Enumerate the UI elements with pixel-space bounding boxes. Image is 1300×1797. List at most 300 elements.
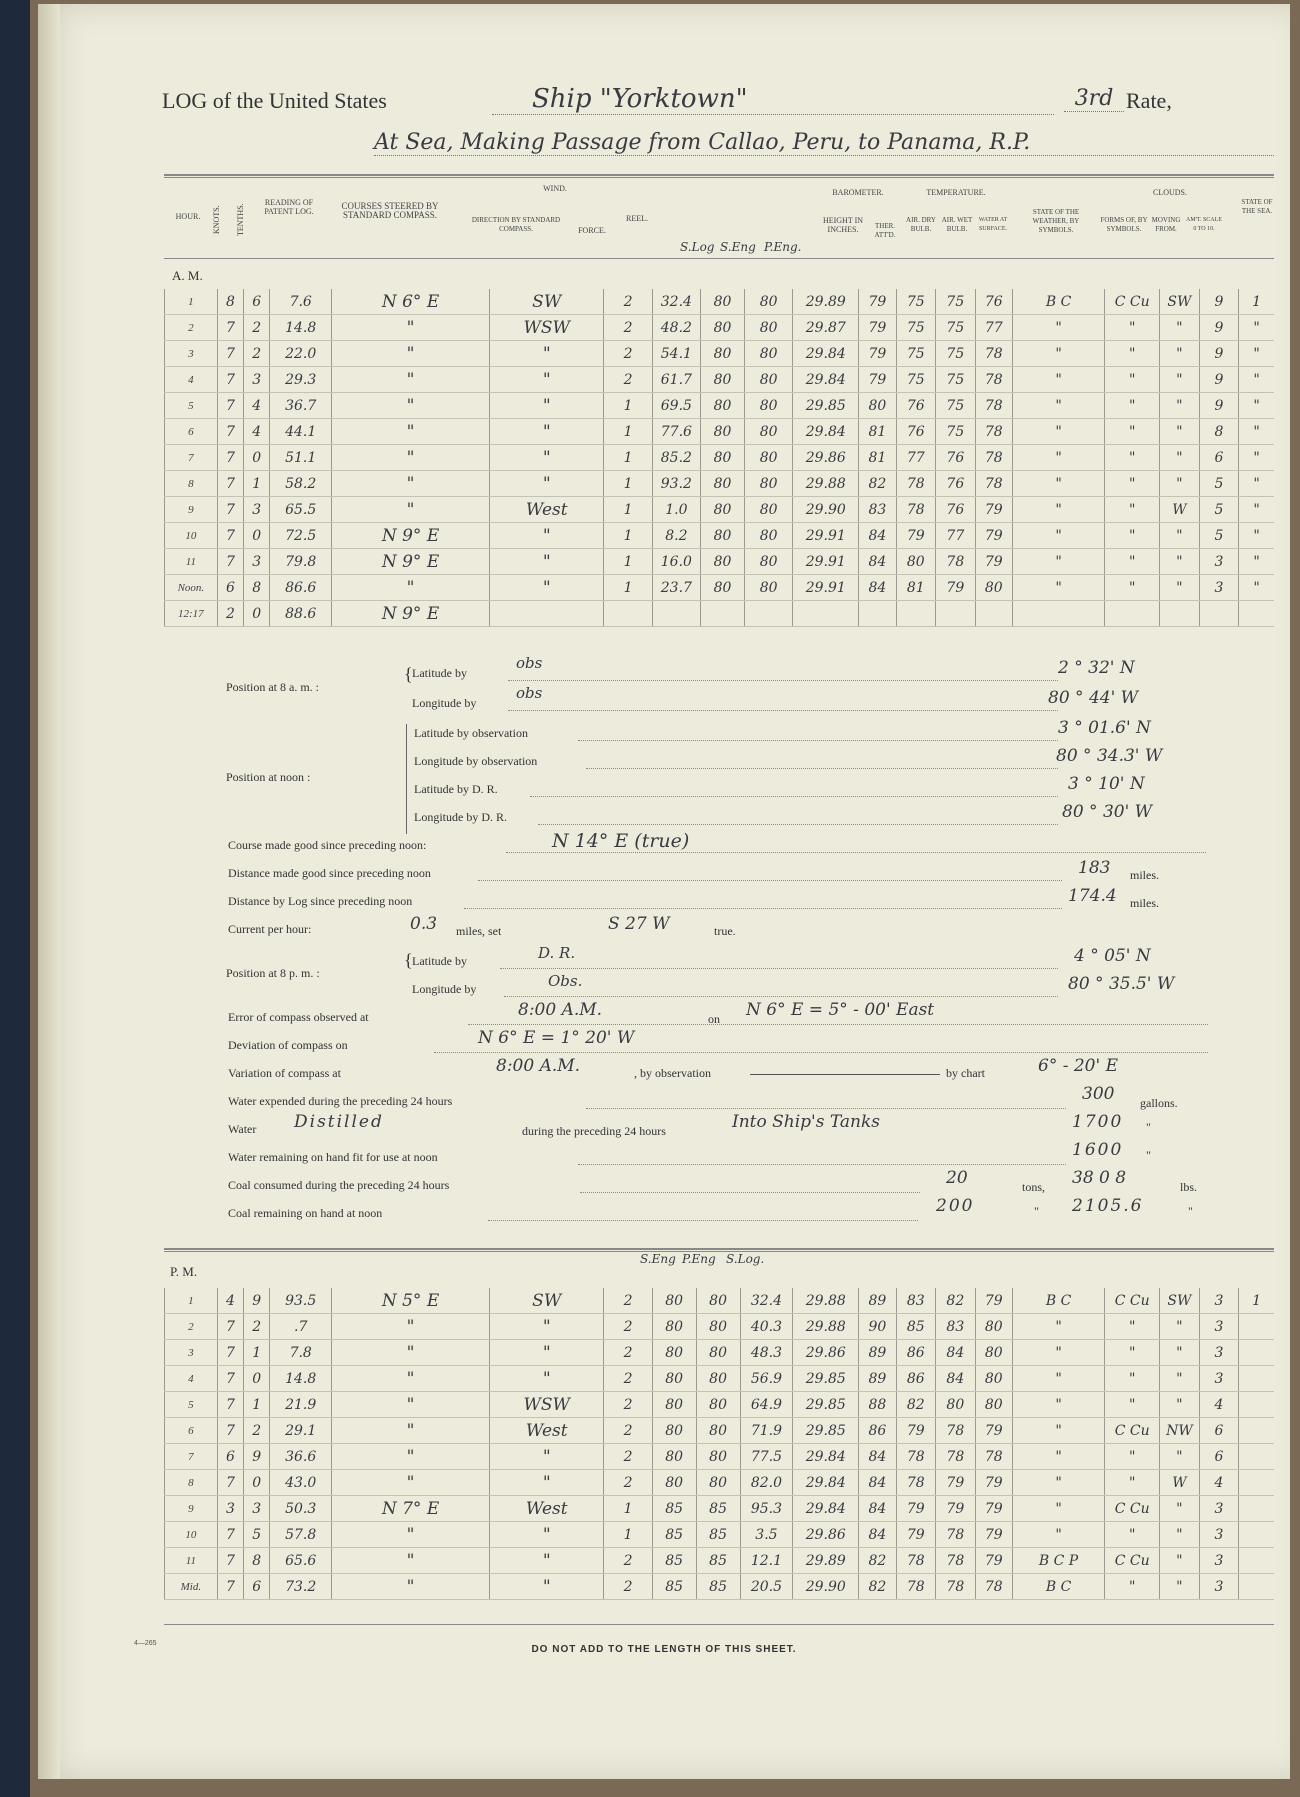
pm-cell-course: " — [331, 1418, 489, 1444]
pm-cell-course: " — [331, 1392, 489, 1418]
am-cell-baro: 29.91 — [793, 523, 859, 549]
am-cell-course: N 9° E — [331, 549, 489, 575]
am-row — [165, 315, 1275, 341]
am-cell-log: 58.2 — [270, 471, 332, 497]
pm-cell-wind_dir: West — [490, 1496, 604, 1522]
pm-cell-forms: " — [1105, 1574, 1160, 1600]
dots-2 — [508, 710, 1058, 711]
error-value: N 6° E = 5° - 00' East — [746, 1000, 935, 1020]
am-cell-water: 78 — [975, 341, 1012, 367]
am-cell-wet: 75 — [936, 315, 976, 341]
am-cell-moving: SW — [1160, 289, 1200, 315]
am-cell-weather: " — [1012, 393, 1104, 419]
am-cell-forms: " — [1105, 315, 1160, 341]
am-cell-dry: 76 — [896, 419, 936, 445]
am-cell-dry: 79 — [896, 523, 936, 549]
pm-cell-dry: 82 — [896, 1392, 936, 1418]
pm-cell-forms: " — [1105, 1314, 1160, 1340]
pm-cell-r3: 32.4 — [740, 1288, 793, 1314]
miles-set-label: miles, set — [456, 924, 502, 938]
lat-by-method: obs — [516, 654, 543, 672]
am-cell-r3: 80 — [744, 289, 792, 315]
current-set-value: S 27 W — [608, 914, 670, 934]
am-cell-hour: 4 — [165, 367, 218, 393]
pm-cell-forms: " — [1105, 1522, 1160, 1548]
pm-cell-course: " — [331, 1314, 489, 1340]
dots-11 — [504, 996, 1058, 997]
pm-cell-wind_dir: " — [490, 1548, 604, 1574]
pm-cell-weather: B C — [1012, 1574, 1104, 1600]
pm-cell-sea — [1239, 1522, 1274, 1548]
pm-cell-baro: 29.84 — [793, 1470, 859, 1496]
pm-cell-dry: 85 — [896, 1314, 936, 1340]
pm-cell-moving: " — [1160, 1366, 1200, 1392]
am-cell-moving: " — [1160, 471, 1200, 497]
pm-cell-weather: " — [1012, 1314, 1104, 1340]
pm-cell-wind_dir: " — [490, 1314, 604, 1340]
am-cell-dry: 78 — [896, 497, 936, 523]
pm-row — [165, 1574, 1275, 1600]
pm-cell-wet: 80 — [936, 1392, 976, 1418]
am-cell-tenths: 3 — [244, 497, 270, 523]
reel-sub-seng: S.Eng — [720, 240, 756, 254]
am-cell-dry: 75 — [896, 341, 936, 367]
pm-cell-tenths: 8 — [244, 1548, 270, 1574]
am-cell-water: 78 — [975, 393, 1012, 419]
pm-sub-slog: S.Log. — [726, 1252, 765, 1266]
lon-obs-value: 80 ° 34.3' W — [1056, 746, 1163, 766]
am-cell-baro: 29.91 — [793, 575, 859, 601]
am-cell-moving — [1160, 601, 1200, 627]
am-cell-dry: 80 — [896, 549, 936, 575]
brace-8am: { — [404, 664, 413, 684]
am-cell-water: 78 — [975, 419, 1012, 445]
pm-cell-forms: " — [1105, 1392, 1160, 1418]
am-cell-amt — [1199, 601, 1239, 627]
am-cell-r1: 77.6 — [652, 419, 700, 445]
am-cell-r3: 80 — [744, 445, 792, 471]
pm-row — [165, 1366, 1275, 1392]
pm-cell-weather: B C P — [1012, 1548, 1104, 1574]
am-cell-r3: 80 — [744, 315, 792, 341]
am-cell-weather: " — [1012, 341, 1104, 367]
am-cell-wet — [936, 601, 976, 627]
dist-log-label: Distance by Log since preceding noon — [228, 894, 413, 908]
dots-14 — [586, 1108, 1066, 1109]
pm-cell-force: 2 — [604, 1314, 652, 1340]
am-cell-log: 36.7 — [270, 393, 332, 419]
am-cell-forms: " — [1105, 341, 1160, 367]
am-cell-forms: " — [1105, 575, 1160, 601]
am-cell-r2: 80 — [701, 497, 745, 523]
pm-cell-moving: " — [1160, 1522, 1200, 1548]
pm-cell-wet: 84 — [936, 1340, 976, 1366]
am-cell-knots: 8 — [217, 289, 243, 315]
ditto-4: " — [1188, 1204, 1193, 1218]
col-weather-header: STATE OF THE WEATHER, BY SYMBOLS. — [1032, 208, 1080, 234]
am-cell-forms: " — [1105, 497, 1160, 523]
pm-label: P. M. — [170, 1264, 198, 1279]
pm-cell-weather: " — [1012, 1366, 1104, 1392]
pm-cell-sea — [1239, 1366, 1274, 1392]
pm-cell-dry: 78 — [896, 1574, 936, 1600]
pm-cell-log: 43.0 — [270, 1470, 332, 1496]
am-cell-dry: 77 — [896, 445, 936, 471]
am-cell-sea: " — [1239, 445, 1274, 471]
am-cell-forms: " — [1105, 367, 1160, 393]
pm-cell-weather: " — [1012, 1522, 1104, 1548]
am-cell-wind_dir: " — [490, 445, 604, 471]
am-cell-baro: 29.84 — [793, 341, 859, 367]
am-cell-water — [975, 601, 1012, 627]
pm-cell-tenths: 9 — [244, 1288, 270, 1314]
am-cell-sea: " — [1239, 393, 1274, 419]
am-cell-ther: 79 — [859, 315, 896, 341]
pm-cell-ther: 84 — [859, 1522, 896, 1548]
am-cell-r3 — [744, 601, 792, 627]
lat-8pm-value: 4 ° 05' N — [1074, 946, 1151, 966]
pm-cell-ther: 89 — [859, 1288, 896, 1314]
pos-noon-label: Position at noon : — [226, 770, 311, 784]
pm-cell-log: 36.6 — [270, 1444, 332, 1470]
on-label: on — [708, 1012, 720, 1026]
am-cell-wet: 79 — [936, 575, 976, 601]
am-cell-tenths: 4 — [244, 393, 270, 419]
am-cell-forms: " — [1105, 523, 1160, 549]
lon-by-method: obs — [516, 684, 543, 702]
pm-cell-sea — [1239, 1418, 1274, 1444]
am-cell-moving: " — [1160, 523, 1200, 549]
am-cell-wet: 76 — [936, 471, 976, 497]
am-cell-amt: 5 — [1199, 471, 1239, 497]
am-cell-ther: 84 — [859, 549, 896, 575]
water-dist-value: 1700 — [1072, 1112, 1124, 1132]
am-cell-r2: 80 — [701, 419, 745, 445]
pm-cell-ther: 84 — [859, 1444, 896, 1470]
pm-cell-log: .7 — [270, 1314, 332, 1340]
pm-cell-ther: 84 — [859, 1496, 896, 1522]
variation-time: 8:00 A.M. — [496, 1056, 581, 1076]
pm-cell-ther: 89 — [859, 1366, 896, 1392]
col-temperature-header: TEMPERATURE. — [926, 188, 986, 197]
pm-cell-course: " — [331, 1366, 489, 1392]
pm-cell-ther: 82 — [859, 1548, 896, 1574]
col-air-dry-header: AIR. DRY BULB. — [906, 216, 936, 233]
ship-location: At Sea, Making Passage from Callao, Peru, to Panama, R.P. — [374, 130, 1274, 156]
by-obs-label: , by observation — [634, 1066, 711, 1080]
am-cell-wind_dir: " — [490, 523, 604, 549]
col-clouds-header: CLOUDS. — [1152, 188, 1187, 197]
am-cell-course: " — [331, 575, 489, 601]
pm-cell-wind_dir: West — [490, 1418, 604, 1444]
am-cell-r3: 80 — [744, 575, 792, 601]
pm-cell-log: 21.9 — [270, 1392, 332, 1418]
lat-8am-value: 2 ° 32' N — [1058, 658, 1135, 678]
col-courses-header: COURSES STEERED BY STANDARD COMPASS. — [341, 201, 439, 220]
pm-cell-hour: 2 — [165, 1314, 218, 1340]
pm-cell-water: 80 — [975, 1340, 1012, 1366]
pm-cell-baro: 29.85 — [793, 1418, 859, 1444]
pm-cell-forms: " — [1105, 1340, 1160, 1366]
am-cell-log: 44.1 — [270, 419, 332, 445]
pm-cell-tenths: 5 — [244, 1522, 270, 1548]
pm-cell-amt: 3 — [1199, 1288, 1239, 1314]
pm-cell-water: 78 — [975, 1574, 1012, 1600]
am-cell-wind_dir: SW — [490, 289, 604, 315]
col-ther-att-header: THER. ATT'D. — [874, 222, 896, 239]
pm-cell-r3: 82.0 — [740, 1470, 793, 1496]
am-cell-r3: 80 — [744, 393, 792, 419]
pm-cell-amt: 3 — [1199, 1522, 1239, 1548]
am-cell-wind_dir: " — [490, 341, 604, 367]
pm-cell-force: 2 — [604, 1288, 652, 1314]
am-cell-baro — [793, 601, 859, 627]
am-cell-amt: 6 — [1199, 445, 1239, 471]
am-cell-weather: " — [1012, 523, 1104, 549]
dist-good-label: Distance made good since preceding noon — [228, 866, 431, 880]
coal-tons-value: 20 — [946, 1168, 968, 1188]
am-cell-force: 2 — [604, 315, 652, 341]
am-cell-r2: 80 — [701, 289, 745, 315]
am-row — [165, 445, 1275, 471]
am-row — [165, 393, 1275, 419]
pm-cell-r1: 80 — [652, 1288, 696, 1314]
pm-log-table — [164, 1288, 1274, 1600]
pm-cell-wet: 78 — [936, 1418, 976, 1444]
am-cell-sea: " — [1239, 523, 1274, 549]
form-number: 4—265 — [134, 1640, 157, 1647]
am-cell-wind_dir — [490, 601, 604, 627]
water-rem-value: 1600 — [1072, 1140, 1124, 1160]
pm-cell-r3: 95.3 — [740, 1496, 793, 1522]
pm-cell-wet: 79 — [936, 1470, 976, 1496]
footer-notice: DO NOT ADD TO THE LENGTH OF THIS SHEET. — [531, 1644, 797, 1655]
pm-cell-amt: 3 — [1199, 1548, 1239, 1574]
dots-13 — [434, 1052, 1208, 1053]
pm-row — [165, 1548, 1275, 1574]
pm-cell-wet: 78 — [936, 1444, 976, 1470]
pm-cell-baro: 29.85 — [793, 1366, 859, 1392]
col-barometer-header: BAROMETER. — [832, 188, 884, 197]
am-cell-ther: 83 — [859, 497, 896, 523]
pm-cell-baro: 29.86 — [793, 1522, 859, 1548]
am-cell-log: 29.3 — [270, 367, 332, 393]
am-cell-r1: 32.4 — [652, 289, 700, 315]
pm-cell-tenths: 6 — [244, 1574, 270, 1600]
am-cell-amt: 3 — [1199, 575, 1239, 601]
col-patent-log-header: READING OF PATENT LOG. — [264, 198, 314, 216]
pm-row — [165, 1444, 1275, 1470]
am-cell-tenths: 8 — [244, 575, 270, 601]
pm-cell-baro: 29.88 — [793, 1288, 859, 1314]
am-cell-force: 1 — [604, 497, 652, 523]
pm-cell-weather: " — [1012, 1470, 1104, 1496]
lat-obs-label: Latitude by observation — [414, 726, 528, 740]
pm-cell-hour: 8 — [165, 1470, 218, 1496]
pm-cell-moving: " — [1160, 1548, 1200, 1574]
am-cell-baro: 29.88 — [793, 471, 859, 497]
am-cell-forms: " — [1105, 549, 1160, 575]
ditto-1: " — [1146, 1120, 1151, 1134]
am-cell-sea: " — [1239, 575, 1274, 601]
brace-8pm: { — [404, 950, 413, 970]
am-cell-amt: 5 — [1199, 523, 1239, 549]
am-cell-water: 79 — [975, 497, 1012, 523]
am-row — [165, 523, 1275, 549]
pm-cell-dry: 86 — [896, 1340, 936, 1366]
am-cell-baro: 29.90 — [793, 497, 859, 523]
am-cell-course: N 6° E — [331, 289, 489, 315]
am-cell-hour: 7 — [165, 445, 218, 471]
pos-8am-label: Position at 8 a. m. : — [226, 680, 319, 694]
am-cell-course: " — [331, 393, 489, 419]
am-cell-wet: 75 — [936, 289, 976, 315]
page-binding-edge — [38, 4, 60, 1779]
am-cell-baro: 29.87 — [793, 315, 859, 341]
pm-cell-amt: 3 — [1199, 1314, 1239, 1340]
header-rule — [164, 258, 1274, 259]
pm-cell-r3: 64.9 — [740, 1392, 793, 1418]
course-label: Course made good since preceding noon: — [228, 838, 427, 852]
pm-cell-knots: 7 — [217, 1548, 243, 1574]
pm-cell-baro: 29.84 — [793, 1444, 859, 1470]
am-cell-moving: " — [1160, 393, 1200, 419]
col-reel-header: REEL. — [626, 214, 648, 223]
am-cell-water: 78 — [975, 471, 1012, 497]
pm-cell-hour: 1 — [165, 1288, 218, 1314]
water-label: Water — [228, 1122, 257, 1136]
pm-cell-r1: 80 — [652, 1444, 696, 1470]
am-cell-r3: 80 — [744, 419, 792, 445]
reel-sub-slog: S.Log — [680, 240, 715, 254]
pm-cell-hour: 9 — [165, 1496, 218, 1522]
pm-cell-baro: 29.89 — [793, 1548, 859, 1574]
pm-cell-moving: " — [1160, 1444, 1200, 1470]
am-cell-force — [604, 601, 652, 627]
pm-cell-ther: 90 — [859, 1314, 896, 1340]
pm-row — [165, 1340, 1275, 1366]
lat-dr-label: Latitude by D. R. — [414, 782, 498, 796]
am-cell-moving: " — [1160, 419, 1200, 445]
pm-cell-amt: 3 — [1199, 1340, 1239, 1366]
am-cell-knots: 7 — [217, 367, 243, 393]
am-cell-wet: 76 — [936, 445, 976, 471]
pm-cell-weather: " — [1012, 1418, 1104, 1444]
pm-cell-amt: 3 — [1199, 1574, 1239, 1600]
deviation-label: Deviation of compass on — [228, 1038, 348, 1052]
pm-cell-hour: 4 — [165, 1366, 218, 1392]
tons-label: tons, — [1022, 1180, 1046, 1194]
pm-cell-force: 2 — [604, 1340, 652, 1366]
am-cell-r2: 80 — [701, 315, 745, 341]
dots-12 — [468, 1024, 1208, 1025]
am-cell-r1: 1.0 — [652, 497, 700, 523]
pm-cell-wet: 83 — [936, 1314, 976, 1340]
lat-dr-value: 3 ° 10' N — [1068, 774, 1145, 794]
pm-cell-course: " — [331, 1574, 489, 1600]
coal-rem-tons: 200 — [936, 1196, 975, 1216]
am-cell-amt: 9 — [1199, 289, 1239, 315]
dots-10 — [500, 968, 1058, 969]
pm-cell-r2: 80 — [696, 1314, 740, 1340]
pm-cell-hour: 7 — [165, 1444, 218, 1470]
pm-cell-hour: 11 — [165, 1548, 218, 1574]
coal-rem-label: Coal remaining on hand at noon — [228, 1206, 383, 1220]
pm-cell-r2: 80 — [696, 1444, 740, 1470]
am-cell-r2: 80 — [701, 367, 745, 393]
am-cell-sea: " — [1239, 341, 1274, 367]
pm-row — [165, 1418, 1275, 1444]
am-cell-r2: 80 — [701, 445, 745, 471]
pm-cell-tenths: 2 — [244, 1314, 270, 1340]
col-wind-header: WIND. — [543, 184, 567, 193]
am-cell-dry: 75 — [896, 315, 936, 341]
pm-cell-r3: 3.5 — [740, 1522, 793, 1548]
lon-dr-label: Longitude by D. R. — [414, 810, 507, 824]
pm-cell-tenths: 0 — [244, 1470, 270, 1496]
by-chart-label: by chart — [946, 1066, 985, 1080]
table-top-rule-2 — [164, 177, 1274, 178]
am-cell-weather: " — [1012, 549, 1104, 575]
pm-cell-water: 80 — [975, 1314, 1012, 1340]
lat-by-label: Latitude by — [412, 666, 467, 680]
am-cell-forms: " — [1105, 445, 1160, 471]
pm-cell-r2: 85 — [696, 1522, 740, 1548]
am-cell-dry: 78 — [896, 471, 936, 497]
pm-cell-r1: 80 — [652, 1392, 696, 1418]
lon-8pm-by-label: Longitude by — [412, 982, 477, 996]
pm-cell-tenths: 0 — [244, 1366, 270, 1392]
pm-cell-r1: 85 — [652, 1522, 696, 1548]
pm-cell-hour: 3 — [165, 1340, 218, 1366]
ditto-3: " — [1034, 1204, 1039, 1218]
am-cell-sea: " — [1239, 315, 1274, 341]
am-cell-course: " — [331, 445, 489, 471]
pm-cell-r3: 20.5 — [740, 1574, 793, 1600]
col-baro-height-header: HEIGHT IN INCHES. — [822, 216, 864, 234]
pm-cell-force: 2 — [604, 1392, 652, 1418]
am-cell-log: 22.0 — [270, 341, 332, 367]
col-cloud-forms-header: FORMS OF, BY SYMBOLS. — [1100, 216, 1148, 233]
current-value: 0.3 — [410, 914, 438, 934]
pm-row — [165, 1392, 1275, 1418]
am-row — [165, 497, 1275, 523]
am-cell-force: 1 — [604, 445, 652, 471]
am-cell-r3: 80 — [744, 497, 792, 523]
col-cloud-amt-header: AM'T. SCALE 0 TO 10. — [1186, 217, 1222, 232]
am-cell-course: N 9° E — [331, 601, 489, 627]
pm-cell-water: 79 — [975, 1470, 1012, 1496]
dots-4 — [586, 768, 1058, 769]
am-cell-wind_dir: " — [490, 471, 604, 497]
am-cell-tenths: 0 — [244, 445, 270, 471]
am-cell-log: 79.8 — [270, 549, 332, 575]
pm-cell-sea — [1239, 1496, 1274, 1522]
am-cell-r3: 80 — [744, 549, 792, 575]
am-cell-sea — [1239, 601, 1274, 627]
water-exp-label: Water expended during the preceding 24 hours — [228, 1094, 453, 1108]
pm-cell-water: 80 — [975, 1366, 1012, 1392]
pm-cell-r1: 80 — [652, 1340, 696, 1366]
lat-8pm-method: D. R. — [538, 944, 576, 962]
am-cell-ther: 84 — [859, 523, 896, 549]
pm-cell-wind_dir: " — [490, 1366, 604, 1392]
am-cell-tenths: 4 — [244, 419, 270, 445]
pm-cell-r3: 40.3 — [740, 1314, 793, 1340]
am-row — [165, 289, 1275, 315]
am-cell-course: " — [331, 497, 489, 523]
pm-cell-water: 78 — [975, 1444, 1012, 1470]
